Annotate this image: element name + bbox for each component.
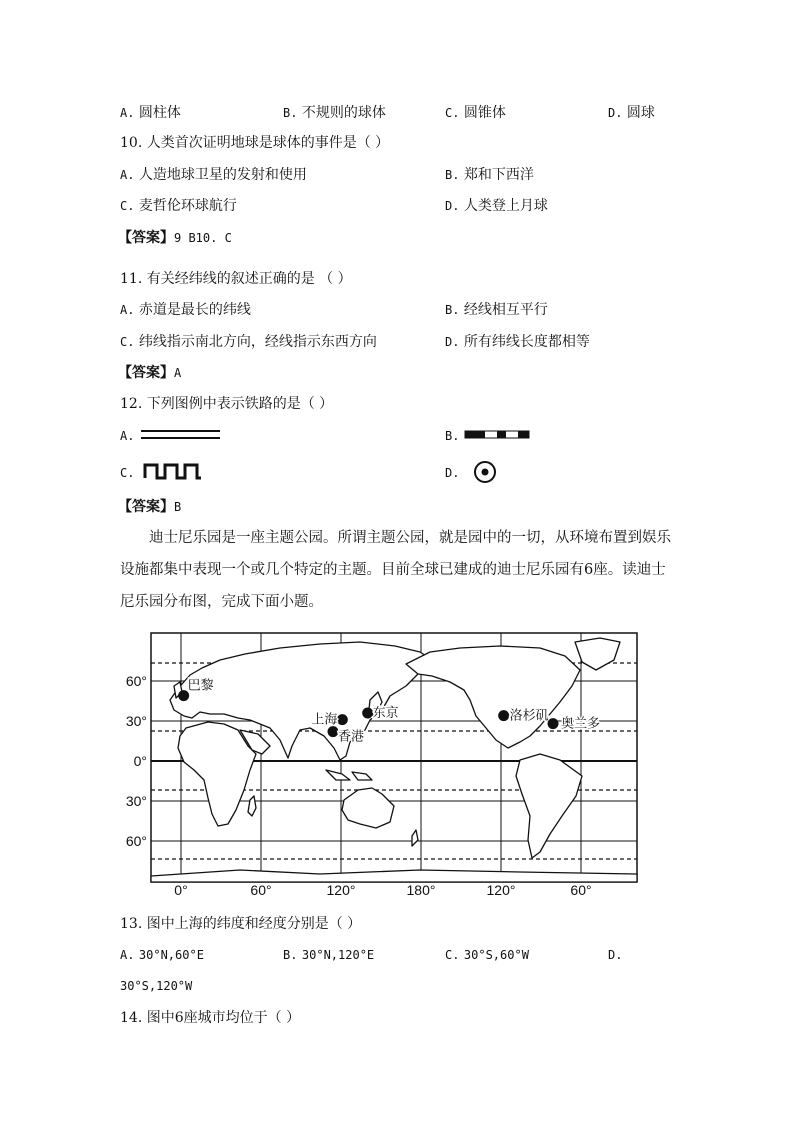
city-label: 巴黎 (187, 677, 214, 693)
double-line-icon (140, 428, 222, 442)
city-marker (337, 714, 348, 725)
q12-option-a: A. (120, 429, 135, 443)
q10-option-b: B. 郑和下西洋 (445, 167, 534, 183)
latitude-label: 30° (125, 713, 147, 729)
longitude-labels (174, 882, 591, 895)
q9-option-c: C. 圆锥体 (445, 105, 506, 121)
q12-option-c: C. (120, 466, 135, 480)
q14-stem: 14. 图中6座城市均位于（ ） (120, 1010, 301, 1026)
disney-distribution-map (120, 630, 650, 895)
latitude-label: 60° (125, 833, 147, 849)
q9-option-a: A. 圆柱体 (120, 105, 181, 121)
q9-option-d: D. 圆球 (608, 105, 655, 121)
longitude-label: 180° (406, 882, 436, 895)
city-marker (328, 726, 339, 737)
city-label: 洛杉矶 (509, 707, 549, 723)
latitude-label: 30° (125, 793, 147, 809)
capital-icon (473, 460, 497, 484)
q11-option-b: B. 经线相互平行 (445, 302, 548, 318)
q9-option-b: B. 不规则的球体 (283, 105, 386, 121)
city-marker (548, 718, 559, 729)
longitude-label: 60° (250, 882, 272, 895)
q13-option-d-text: 30°S,120°W (120, 979, 193, 993)
q10-stem: 10. 人类首次证明地球是球体的事件是（ ） (120, 135, 390, 151)
city-label: 香港 (338, 728, 365, 744)
latitude-label: 60° (125, 673, 147, 689)
q12-answer: 【答案】B (118, 499, 182, 515)
q13-option-a: A. 30°N,60°E (120, 948, 204, 962)
q12-stem: 12. 下列图例中表示铁路的是（ ） (120, 396, 334, 412)
city-marker (498, 710, 509, 721)
latitude-labels (126, 673, 147, 849)
city-marker (362, 708, 373, 719)
q10-option-d: D. 人类登上月球 (445, 198, 548, 214)
q11-answer: 【答案】A (118, 365, 182, 381)
q11-option-a: A. 赤道是最长的纬线 (120, 302, 251, 318)
q13-option-b: B. 30°N,120°E (283, 948, 375, 962)
q10-option-a: A. 人造地球卫星的发射和使用 (120, 167, 307, 183)
wall-icon (143, 461, 203, 481)
longitude-label: 120° (326, 882, 356, 895)
q11-option-d: D. 所有纬线长度都相等 (445, 334, 590, 350)
passage: 迪士尼乐园是一座主题公园。所谓主题公园，就是园中的一切，从环境布置到娱乐设施都集中表现一个或几个特定的主题。目前全球已建成的迪士尼乐园有6座。读迪士尼乐园分布图，完成下面小题。 (120, 530, 671, 610)
q11-option-c: C. 纬线指示南北方向，经线指示东西方向 (120, 334, 377, 350)
city-label: 东京 (372, 705, 399, 720)
latitude-label: 0° (133, 753, 147, 769)
longitude-label: 60° (570, 882, 592, 895)
q10-answer: 【答案】9 B10. C (118, 230, 232, 246)
longitude-label: 120° (486, 882, 516, 895)
railway-icon (464, 429, 530, 441)
q10-option-c: C. 麦哲伦环球航行 (120, 198, 237, 214)
longitude-label: 0° (174, 882, 188, 895)
q13-option-c: C. 30°S,60°W (445, 948, 529, 962)
city-label: 上海 (311, 711, 338, 727)
q13-option-d-letter: D. (608, 948, 623, 962)
q12-option-d: D. (445, 466, 460, 480)
q11-stem: 11. 有关经纬线的叙述正确的是 （ ） (120, 271, 352, 287)
q13-stem: 13. 图中上海的纬度和经度分别是（ ） (120, 916, 362, 932)
q12-option-b: B. (445, 429, 460, 443)
city-label: 奥兰多 (561, 715, 601, 731)
